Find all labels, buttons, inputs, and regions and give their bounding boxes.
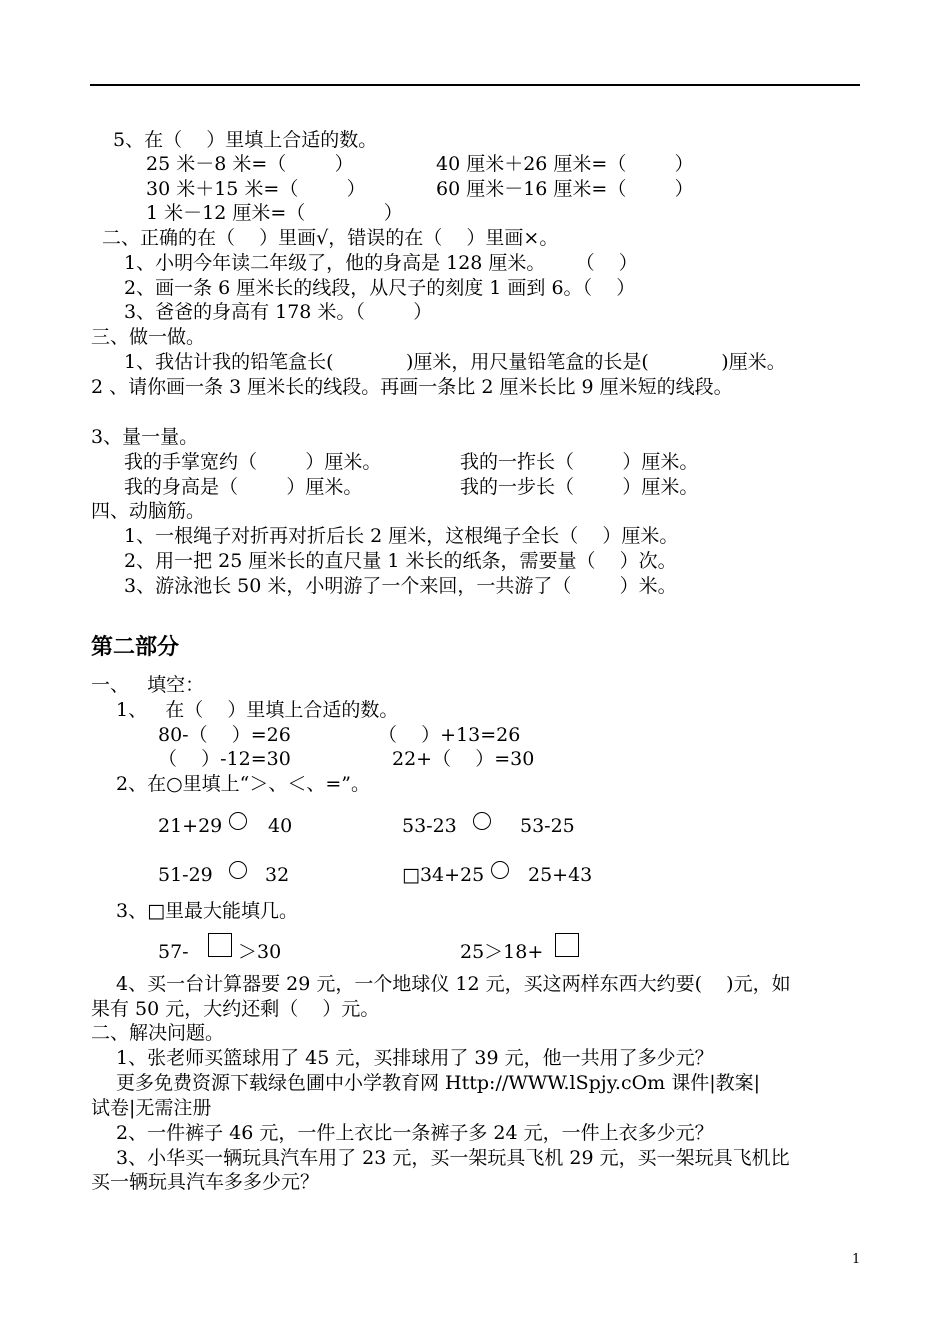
box-a-square-icon	[208, 933, 232, 957]
q5-item-e: 1 米－12 厘米=（ ）	[146, 202, 403, 224]
q5-title: 5、在（ ）里填上合适的数。	[113, 129, 378, 151]
problem-1: 1、张老师买篮球用了 45 元，买排球用了 39 元，他一共用了多少元？	[116, 1047, 714, 1069]
compare-c-left: 51-29	[158, 864, 213, 886]
section-2-title: 二、正确的在（ ）里画√，错误的在（ ）里画×。	[102, 227, 559, 249]
compare-b-left: 53-23	[402, 815, 457, 837]
part2-q1-d: 22+（ ）=30	[392, 748, 535, 770]
part2-q2-title: 2、在○里填上“＞、＜、=”。	[116, 773, 371, 795]
section-3-item-1: 1、我估计我的铅笔盒长( )厘米，用尺量铅笔盒的长是( )厘米。	[124, 351, 786, 373]
section-4-title: 四、动脑筋。	[91, 500, 206, 522]
box-a-left: 57-	[158, 941, 189, 963]
part2-q3-title: 3、□里最大能填几。	[116, 900, 299, 922]
box-b-left: 25＞18+	[460, 941, 544, 963]
q5-item-c: 30 米＋15 米=（ ）	[146, 178, 366, 200]
part2-q4-line-2: 果有 50 元，大约还剩（ ）元。	[91, 998, 380, 1020]
compare-d-left: □34+25	[402, 864, 485, 886]
ad-line-1: 更多免费资源下载绿色圃中小学教育网 Http://WWW.lSpjy.cOm 课件|教案|	[116, 1072, 761, 1094]
compare-b-right: 53-25	[520, 815, 575, 837]
section-4-item-2: 2、用一把 25 厘米长的直尺量 1 米长的纸条，需要量（ ）次。	[124, 550, 677, 572]
measure-span: 我的一拃长（ ）厘米。	[460, 451, 699, 473]
compare-d-right: 25+43	[528, 864, 593, 886]
q5-item-b: 40 厘米＋26 厘米=（ ）	[436, 153, 694, 175]
box-a-right: ＞30	[238, 941, 282, 963]
compare-b-circle-icon	[473, 812, 491, 830]
compare-a-right: 40	[268, 815, 293, 837]
section-4-item-3: 3、游泳池长 50 米，小明游了一个来回，一共游了（ ）米。	[124, 575, 677, 597]
section-3-item-2: 2 、请你画一条 3 厘米长的线段。再画一条比 2 厘米长比 9 厘米短的线段。	[91, 376, 733, 398]
compare-a-left: 21+29	[158, 815, 223, 837]
measure-height: 我的身高是（ ）厘米。	[124, 476, 363, 498]
part2-q1-c: （ ）-12=30	[158, 748, 291, 770]
compare-a-circle-icon	[229, 812, 247, 830]
page-number: 1	[852, 1252, 861, 1267]
measure-palm: 我的手掌宽约（ ）厘米。	[124, 451, 382, 473]
compare-c-circle-icon	[229, 861, 247, 879]
problem-2: 2、一件裤子 46 元，一件上衣比一条裤子多 24 元，一件上衣多少元？	[116, 1122, 714, 1144]
compare-d-circle-icon	[491, 861, 509, 879]
part2-q1-title: 1、 在（ ）里填上合适的数。	[116, 699, 399, 721]
problem-3-line-2: 买一辆玩具汽车多多少元？	[91, 1171, 320, 1193]
header-rule	[90, 84, 860, 86]
section-2-item-1: 1、小明今年读二年级了，他的身高是 128 厘米。 （ ）	[124, 252, 638, 274]
q5-item-d: 60 厘米－16 厘米=（ ）	[436, 178, 694, 200]
part2-section-2-title: 二、解决问题。	[91, 1022, 225, 1044]
compare-c-right: 32	[265, 864, 290, 886]
q5-item-a: 25 米－8 米=（ ）	[146, 153, 354, 175]
part-2-heading: 第二部分	[91, 635, 180, 660]
section-4-item-1: 1、一根绳子对折再对折后长 2 厘米，这根绳子全长（ ）厘米。	[124, 525, 679, 547]
section-3-title: 三、做一做。	[91, 326, 206, 348]
section-2-item-2: 2、画一条 6 厘米长的线段，从尺子的刻度 1 画到 6。（ ）	[124, 277, 636, 299]
part2-q1-a: 80-（ ）=26	[158, 724, 291, 746]
part2-section-1-title: 一、 填空：	[91, 674, 205, 696]
part2-q1-b: （ ）+13=26	[378, 724, 521, 746]
measure-step: 我的一步长（ ）厘米。	[460, 476, 699, 498]
section-2-item-3: 3、爸爸的身高有 178 米。（ ）	[124, 301, 433, 323]
section-3-item-3-title: 3、量一量。	[91, 426, 199, 448]
ad-line-2: 试卷|无需注册	[91, 1097, 212, 1119]
part2-q4-line-1: 4、买一台计算器要 29 元，一个地球仪 12 元，买这两样东西大约要( )元，如	[116, 973, 791, 995]
box-b-square-icon	[555, 933, 579, 957]
problem-3-line-1: 3、小华买一辆玩具汽车用了 23 元，买一架玩具飞机 29 元，买一架玩具飞机比	[116, 1147, 790, 1169]
